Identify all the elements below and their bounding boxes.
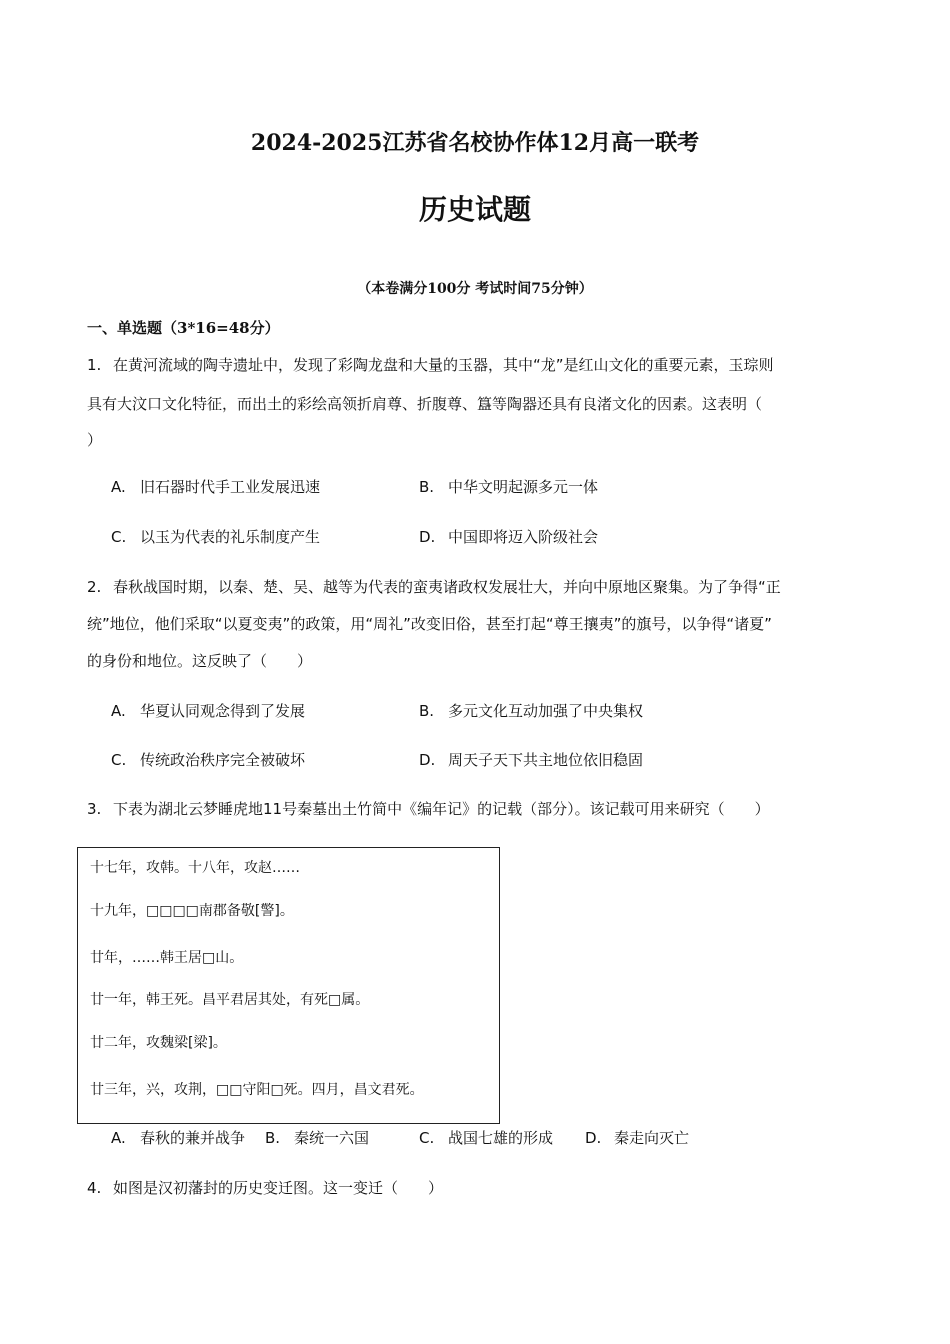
question-1-line-2: 具有大汶口文化特征，而出土的彩绘高领折肩尊、折腹尊、簋等陶器还具有良渚文化的因素。这表明（ [87,395,763,413]
question-2-line-1 [87,580,781,595]
question-4-line-1 [87,1181,443,1196]
option-letter: D. [419,751,436,769]
table-row: 十九年，□□□□南郡备敬[警]。 [90,903,294,919]
table-row: 廿一年，韩王死。昌平君居其处，有死□属。 [90,992,370,1008]
question-text: 下表为湖北云梦睡虎地11号秦墓出土竹简中《编年记》的记载（部分）。该记载可用来研究（ ） [113,800,770,818]
option-b[interactable] [419,480,598,495]
question-text: 在黄河流域的陶寺遗址中，发现了彩陶龙盘和大量的玉器，其中“龙”是红山文化的重要元素，玉琮则 [113,356,774,374]
option-text: 中华文明起源多元一体 [448,478,599,496]
option-letter: B. [419,702,435,720]
question-number: 1. [87,356,102,374]
option-text: 旧石器时代手工业发展迅速 [140,478,321,496]
table-row: 廿年，……韩王居□山。 [90,950,244,966]
option-text: 秦走向灭亡 [614,1129,690,1147]
question-1-line-3: ） [87,431,103,449]
question-1-line-1 [87,358,774,373]
option-a[interactable] [111,1131,245,1146]
option-text: 传统政治秩序完全被破坏 [140,751,306,769]
question-text: 如图是汉初藩封的历史变迁图。这一变迁（ ） [113,1179,444,1197]
option-b[interactable] [265,1131,369,1146]
table-row: 廿二年，攻魏梁[梁]。 [90,1035,227,1051]
option-text: 战国七雄的形成 [448,1129,554,1147]
question-number: 3. [87,800,102,818]
option-d[interactable] [419,753,643,768]
option-letter: C. [419,1129,435,1147]
subject-title: 历史试题 [418,193,531,226]
option-letter: C. [111,528,127,546]
option-d[interactable] [419,530,598,545]
table-row: 十七年，攻韩。十八年，攻赵…… [90,860,300,876]
option-b[interactable] [419,704,643,719]
option-letter: B. [419,478,435,496]
option-a[interactable] [111,704,305,719]
option-text: 华夏认同观念得到了发展 [140,702,306,720]
question-text: 春秋战国时期，以秦、楚、吴、越等为代表的蛮夷诸政权发展壮大，并向中原地区聚集。为了争得“正 [113,578,781,596]
chronicle-table [77,847,500,1124]
option-letter: A. [111,478,126,496]
option-a[interactable] [111,480,320,495]
option-d[interactable] [585,1131,689,1146]
option-letter: D. [419,528,436,546]
question-3-line-1 [87,802,770,817]
exam-note: （本卷满分100分 考试时间75分钟） [357,281,593,297]
exam-title: 2024-2025江苏省名校协作体12月高一联考 [250,130,700,156]
option-letter: B. [265,1129,281,1147]
option-letter: A. [111,1129,126,1147]
option-text: 秦统一六国 [294,1129,370,1147]
section-title: 一、单选题（3*16=48分） [87,319,280,337]
option-text: 多元文化互动加强了中央集权 [448,702,644,720]
question-number: 2. [87,578,102,596]
option-text: 中国即将迈入阶级社会 [448,528,599,546]
option-letter: D. [585,1129,602,1147]
option-c[interactable] [111,753,305,768]
table-row: 廿三年，兴，攻荆，□□守阳□死。四月，昌文君死。 [90,1082,424,1098]
option-text: 周天子天下共主地位依旧稳固 [448,751,644,769]
question-number: 4. [87,1179,102,1197]
option-text: 春秋的兼并战争 [140,1129,246,1147]
option-c[interactable] [111,530,320,545]
option-letter: A. [111,702,126,720]
option-letter: C. [111,751,127,769]
question-2-line-3: 的身份和地位。这反映了（ ） [87,652,313,670]
option-text: 以玉为代表的礼乐制度产生 [140,528,321,546]
option-c[interactable] [419,1131,553,1146]
question-2-line-2: 统”地位，他们采取“以夏变夷”的政策，用“周礼”改变旧俗，甚至打起“尊王攘夷”的旗号，以争得“诸夏” [87,615,772,633]
